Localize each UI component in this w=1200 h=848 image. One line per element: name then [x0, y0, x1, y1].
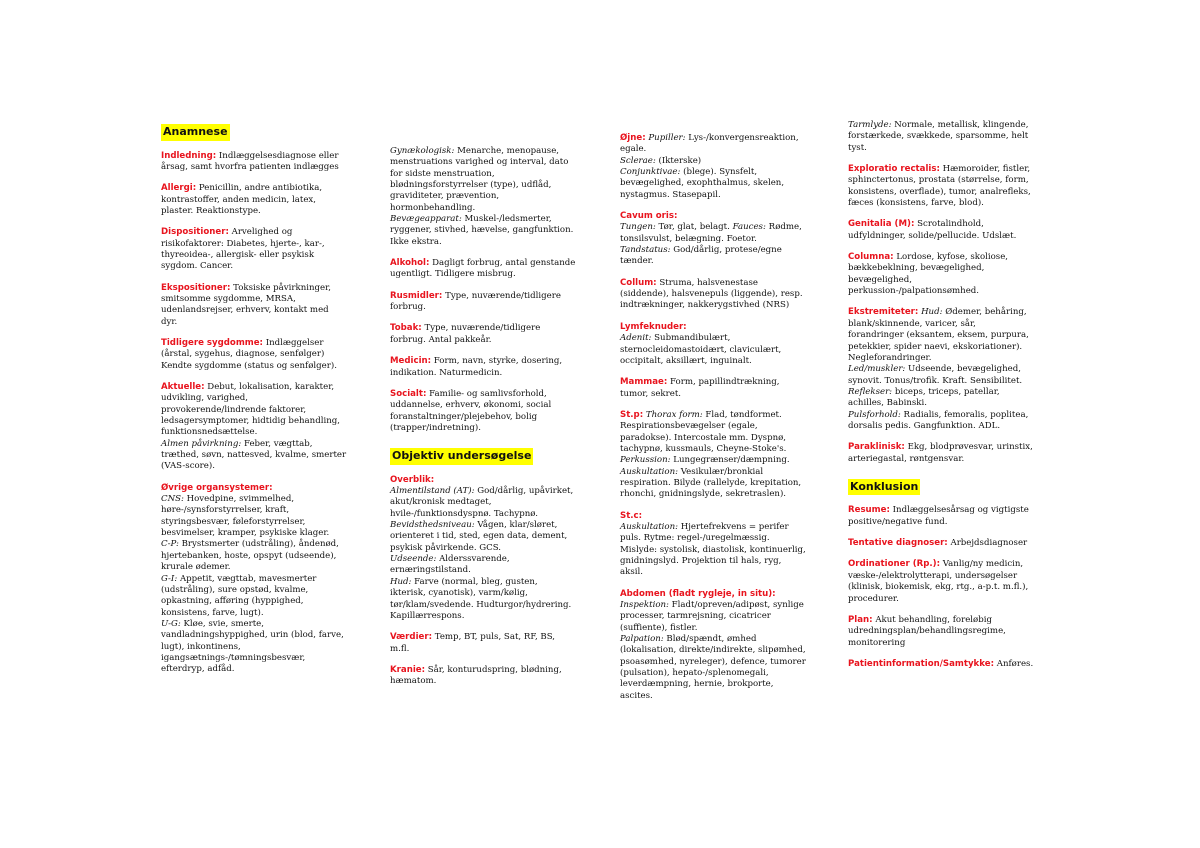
text-paraklinisk: Ekg, blodprøvesvar, urinstix, arteriegastal, røntgensvar. [848, 442, 1033, 464]
label-ojne: Øjne: [620, 133, 646, 143]
entry-abdomen [620, 589, 806, 702]
text-thorax: Flad, tøndformet. Respirationsbevægelser (egale, paradokse). Intercostale mm. Dyspnø, tachypnø, kussmauls, Cheyne-Stoke's. [620, 409, 787, 454]
sub-tarmlyde: Tarmlyde: [848, 120, 892, 130]
sub-hud: Hud: [390, 576, 412, 587]
text-genitalia: Scrotalindhold, udfyldninger, solide/pellucide. Udslæt. [848, 219, 1017, 241]
entry-ovrige [161, 483, 347, 676]
text-almen: Feber, vægttab, træthed, søvn, nattesved, kvalme, smerter (VAS-score). [161, 438, 347, 472]
label-ekspositioner: Ekspositioner: [161, 282, 231, 293]
sub-auskultation-hjerte: Auskultation: [620, 521, 679, 532]
sub-led: Led/muskler: [848, 364, 906, 375]
sub-perkussion: Perkussion: [620, 455, 671, 466]
text-perkussion: Lungegrænser/dæmpning. [670, 455, 790, 466]
text-tandstatus: God/dårlig, protese/egne tænder. [620, 245, 782, 267]
text-indledning: Indlæggelsesdiagnose eller årsag, samt hvorfra patienten indlægges [161, 150, 339, 172]
text-bevaegeapparat: Muskel-/ledsmerter, ryggener, stivhed, hævelse, gangfunktion. Ikke ekstra. [390, 214, 574, 247]
label-collum: Collum: [620, 277, 657, 288]
label-plan: Plan: [848, 614, 873, 625]
label-cavum-oris: Cavum oris: [620, 211, 678, 222]
label-genitalia: Genitalia (M): [848, 219, 915, 230]
label-exploratio: Exploratio rectalis: [848, 164, 940, 175]
label-paraklinisk: Paraklinisk: [848, 442, 905, 453]
sub-inspektion: Inspektion: [620, 600, 669, 611]
text-dispositioner: Arvelighed og risikofaktorer: Diabetes, hjerte-, kar-, thyreoidea-, allergisk- eller psykisk sygdom. Cancer. [161, 227, 325, 272]
sub-thorax: Thorax form: [645, 409, 703, 420]
text-at: God/dårlig, upåvirket, akut/kronisk medtaget, hvile-/funktionsdyspnø. Tachypnø. [390, 486, 574, 519]
entry-exploratio [848, 164, 1034, 209]
entry-gyn [390, 146, 576, 248]
entry-columna [848, 252, 1034, 297]
label-allergi: Allergi: [161, 183, 197, 194]
text-allergi: Penicillin, andre antibiotika, kontrastoffer, anden medicin, latex, plaster. Reaktionstype. [161, 183, 323, 216]
label-patientinformation: Patientinformation/Samtykke: [848, 658, 995, 669]
entry-alkohol [390, 258, 576, 281]
text-resume: Indlæggelsesårsag og vigtigste positive/negative fund. [848, 505, 1029, 527]
label-columna: Columna: [848, 252, 894, 263]
sub-pulsforhold: Pulsforhold: [848, 409, 901, 420]
text-exploratio: Hæmoroider, fistler, sphinctertonus, prostata (størrelse, form, konsistens, overflade), tumor, analrefleks, fæces (konsistens, farve, blod). [848, 164, 1031, 209]
text-plan: Akut behandling, foreløbig udredningsplan/behandlingsregime, monitorering [848, 614, 1006, 648]
entry-genitalia [848, 219, 1034, 242]
text-auskultation: Vesikulær/bronkial respiration. Bilyde (rallelyde, krepitation, rhonchi, gnidningslyde, sekretraslen). [620, 466, 802, 500]
entry-tidligere-sygdomme [161, 338, 347, 372]
entry-patientinformation [848, 659, 1034, 670]
entry-tentative [848, 538, 1034, 549]
sub-tandstatus: Tandstatus: [620, 245, 671, 256]
text-ug: Kløe, svie, smerte, vandladningshyppighed, urin (blod, farve, lugt), inkontinens, igangsætnings-/tømningsbesvær, efterdryp, adfåd. [161, 618, 344, 675]
text-patientinformation: Anføres. [994, 658, 1034, 669]
sub-conjunktivae: Conjunktivae: [620, 167, 681, 178]
text-gyn: Menarche, menopause, menstruations varighed og interval, dato for sidste menstruation, blødningsforstyrrelser (type), udflåd, graviditeter, prævention, hormonbehandling. [390, 146, 569, 213]
sub-at: Almentilstand (AT): [390, 486, 475, 497]
label-vaerdier: Værdier: [390, 632, 433, 643]
label-tidligere-sygdomme: Tidligere sygdomme: [161, 337, 263, 348]
sub-bevaegeapparat: Bevægeapparat: [390, 214, 462, 225]
entry-stp [620, 410, 806, 501]
label-medicin: Medicin: [390, 356, 432, 367]
label-kranie: Kranie: [390, 664, 426, 675]
sub-ug: U-G: [161, 618, 181, 629]
entry-allergi [161, 183, 347, 217]
entry-tarmlyde [848, 120, 1034, 154]
section-heading-objektiv: Objektiv undersøgelse [390, 448, 533, 465]
text-alkohol: Dagligt forbrug, antal genstande ugentligt. Tidligere misbrug. [390, 258, 576, 280]
text-palpation: Blød/spændt, ømhed (lokalisation, direkte/indirekte, slipømhed, psoasømhed, nyreleger), defence, tumorer (pulsation), hepato-/splenomegali, leverdæmpning, hernie, brokporte, ascites. [620, 634, 806, 701]
label-ekstremiteter: Ekstremiteter: [848, 307, 919, 318]
label-dispositioner: Dispositioner: [161, 227, 229, 238]
column-4 [848, 120, 1034, 680]
text-fauces: Rødme, tonsilsvulst, belægning. Foetor. [620, 222, 802, 244]
label-stp: St.p: [620, 409, 644, 420]
label-aktuelle: Aktuelle: [161, 382, 205, 393]
label-socialt: Socialt: [390, 388, 427, 399]
label-resume: Resume: [848, 505, 890, 516]
text-hud: Farve (normal, bleg, gusten, ikterisk, cyanotisk), varm/kølig, tør/klam/svedende. Hudturgor/hydrering. Kapillærrespons. [390, 576, 572, 621]
text-mammae: Form, papillindtrækning, tumor, sekret. [620, 377, 780, 399]
label-lymfeknuder: Lymfeknuder: [620, 321, 687, 332]
label-ovrige: Øvrige organsystemer: [161, 482, 273, 493]
entry-rusmidler [390, 291, 576, 314]
sub-gi: G-I: [161, 573, 178, 584]
text-bevidsthed: Vågen, klar/sløret, orienteret i tid, sted, egen data, dement, psykisk påvirkende. GCS. [390, 520, 568, 553]
text-conjunktivae: (blege). Synsfelt, bevægelighed, exophthalmus, skelen, nystagmus. Stasepapil. [620, 167, 785, 200]
text-rusmidler: Type, nuværende/tidligere forbrug. [390, 290, 561, 313]
text-tidligere-sygdomme: Indlæggelser (årstal, sygehus, diagnose, senfølger) Kendte sygdomme (status og senfølger). [161, 337, 337, 371]
label-indledning: Indledning: [161, 150, 217, 161]
entry-medicin [390, 356, 576, 379]
entry-plan [848, 615, 1034, 649]
entry-dispositioner [161, 227, 347, 272]
text-tarmlyde: Normale, metallisk, klingende, forstærkede, svækkede, sparsomme, helt tyst. [848, 120, 1029, 153]
column-3 [620, 133, 806, 712]
entry-paraklinisk [848, 442, 1034, 465]
text-cns: Hovedpine, svimmelhed, høre-/synsforstyrrelser, kraft, styringsbesvær, føleforstyrrelser, besvimelser, kramper, psykiske klager. [161, 494, 330, 539]
text-medicin: Form, navn, styrke, dosering, indikation. Naturmedicin. [390, 356, 563, 378]
sub-hud-ekstr: Hud: [921, 307, 943, 318]
sub-cp: C-P: [161, 539, 179, 550]
text-led: Udseende, bevægelighed, synovit. Tonus/trofik. Kraft. Sensibilitet. [848, 364, 1023, 386]
sub-bevidsthed: Bevidsthedsniveau: [390, 520, 475, 531]
label-overblik: Overblik: [390, 474, 435, 485]
entry-stc [620, 511, 806, 579]
text-cp: Brystsmerter (udstråling), åndenød, hjertebanken, hoste, opspyt (udseende), krurale ødemer. [161, 539, 339, 573]
entry-vaerdier [390, 632, 576, 655]
entry-overblik [390, 475, 576, 622]
label-alkohol: Alkohol: [390, 258, 430, 269]
sub-cns: CNS: [161, 494, 184, 505]
label-abdomen: Abdomen (fladt rygleje, in situ): [620, 588, 776, 599]
sub-almen: Almen påvirkning: [161, 438, 242, 449]
entry-lymfeknuder [620, 322, 806, 367]
entry-ordinationer [848, 559, 1034, 604]
sub-udseende: Udseende: [390, 554, 437, 565]
label-stc: St.c: [620, 510, 643, 521]
text-aktuelle: Debut, lokalisation, karakter, udvikling, varighed, provokerende/lindrende faktorer, ledsagersymptomer, hidtidig behandling, funktionsnedsættelse. [161, 382, 340, 438]
text-tobak: Type, nuværende/tidligere forbrug. Antal pakkeår. [390, 323, 541, 345]
sub-adenit: Adenit: [620, 333, 652, 344]
entry-ekstremiteter [848, 307, 1034, 432]
entry-aktuelle [161, 382, 347, 473]
text-ordinationer: Vanlig/ny medicin, væske-/elektrolytterapi, undersøgelser (klinisk, biokemisk, ekg, rtg., a-p.t. m.fl.), procedurer. [848, 559, 1029, 604]
text-tungen: Tør, glat, belagt. [655, 222, 730, 233]
section-heading-anamnese: Anamnese [161, 124, 230, 141]
label-rusmidler: Rusmidler: [390, 290, 443, 301]
entry-tobak [390, 323, 576, 346]
text-ekstremiteter: Ødemer, behåring, blank/skinnende, varicer, sår, forandringer (eksantem, eksem, purpura, petekkier, spider naevi, ekskoriationer). Negleforandringer. [848, 307, 1029, 363]
text-gi: Appetit, vægttab, mavesmerter (udstråling), sure opstød, kvalme, opkastning, afføring (hyppighed, konsistens, farve, lugt). [161, 573, 317, 618]
text-socialt: Familie- og samlivsforhold, uddannelse, erhverv, økonomi, social foranstaltninger/plejebehov, bolig (trapper/indretning). [390, 388, 552, 433]
text-kranie: Sår, konturudspring, blødning, hæmatom. [390, 664, 562, 687]
entry-cavum-oris [620, 211, 806, 268]
column-1 [161, 120, 347, 686]
label-mammae: Mammae: [620, 377, 668, 388]
text-lymfeknuder: Submandibulært, sternocleidomastoidært, claviculært, occipitalt, aksillært, inguinalt. [620, 333, 782, 366]
entry-kranie [390, 665, 576, 688]
entry-collum [620, 278, 806, 312]
sub-fauces: Fauces: [732, 222, 766, 233]
label-ordinationer: Ordinationer (Rp.): [848, 559, 941, 570]
sub-sclerae: Sclerae: [620, 155, 656, 166]
column-2 [390, 146, 576, 698]
entry-mammae [620, 377, 806, 400]
text-udseende: Alderssvarende, ernæringstilstand. [390, 554, 510, 576]
text-tentative: Arbejdsdiagnoser [947, 538, 1028, 549]
sub-palpation: Palpation: [620, 634, 664, 645]
entry-socialt [390, 389, 576, 434]
text-auskultation-hjerte: Hjertefrekvens = perifer puls. Rytme: regel-/uregelmæssig. Mislyde: systolisk, diastolisk, kontinuerlig, gnidningslyd. Projektion til hals, ryg, aksil. [620, 521, 806, 578]
entry-resume [848, 505, 1034, 528]
label-tobak: Tobak: [390, 323, 422, 334]
text-columna: Lordose, kyfose, skoliose, bækkebeklning, bevægelighed, bevægelighed, perkussion-/palpationsømhed. [848, 252, 1009, 297]
section-heading-konklusion: Konklusion [848, 479, 920, 496]
entry-indledning [161, 151, 347, 174]
label-tentative: Tentative diagnoser: [848, 538, 948, 549]
entry-ojne [620, 133, 806, 201]
sub-tungen: Tungen: [620, 222, 656, 233]
text-pulsforhold: Radialis, femoralis, poplitea, dorsalis pedis. Gangfunktion. ADL. [848, 409, 1029, 431]
text-reflekser: biceps, triceps, patellar, achilles, Babinski. [848, 386, 1000, 409]
text-inspektion: Fladt/opreven/adipøst, synlige processer, tarmrejsning, cicatricer (suffiente), fistler. [620, 600, 804, 633]
text-collum: Struma, halsvenestase (siddende), halsvenepuls (liggende), resp. indtrækninger, nakkerygstivhed (NRS) [620, 277, 803, 311]
sub-gyn: Gynækologisk: [390, 146, 455, 156]
entry-ekspositioner [161, 283, 347, 328]
text-ekspositioner: Toksiske påvirkninger, smitsomme sygdomme, MRSA, udenlandsrejser, erhverv, kontakt med dyr. [161, 282, 332, 327]
text-vaerdier: Temp, BT, puls, Sat, RF, BS, m.fl. [390, 632, 556, 654]
sub-reflekser: Reflekser: [848, 386, 893, 397]
sub-auskultation: Auskultation: [620, 466, 679, 477]
text-ojne: Lys-/konvergensreaktion, egale. [620, 133, 799, 155]
sub-pupiller: Pupiller: [648, 133, 686, 143]
text-sclerae: (Ikterske) [655, 155, 702, 166]
